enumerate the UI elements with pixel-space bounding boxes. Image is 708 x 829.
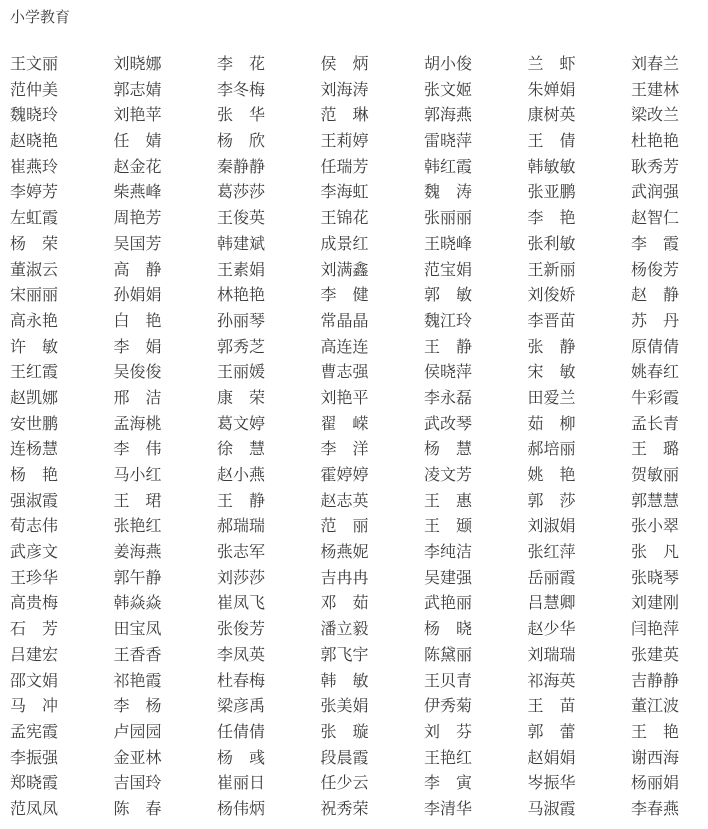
- name-cell: 王珍华: [10, 567, 58, 587]
- name-cell: 韩建斌: [217, 233, 265, 253]
- name-cell: 兰虾: [527, 54, 576, 73]
- name-cell: 段晨霞: [320, 747, 369, 767]
- name-cell: 范凤凤: [10, 798, 58, 818]
- name-cell: 李永磊: [424, 387, 472, 407]
- name-cell: 武艳丽: [424, 593, 472, 613]
- name-cell: 杜春梅: [217, 670, 265, 690]
- name-cell: 刘莎莎: [217, 567, 265, 587]
- name-cell: 岳丽霞: [527, 567, 576, 587]
- name-cell: 陈黛丽: [424, 644, 472, 664]
- name-cell: 郝培丽: [527, 439, 576, 459]
- name-cell: 曹志强: [320, 362, 369, 382]
- name-cell: 荀志伟: [10, 516, 58, 536]
- name-cell: 祁艳霞: [113, 670, 162, 690]
- name-cell: 原倩倩: [631, 336, 679, 356]
- name-cell: 王艳红: [424, 747, 472, 767]
- name-cell: 王贝青: [424, 670, 472, 690]
- name-cell: 杨荣: [10, 233, 58, 253]
- name-cell: 葛莎莎: [217, 182, 265, 202]
- name-cell: 杨慧: [424, 439, 472, 459]
- name-cell: 高永艳: [10, 310, 58, 330]
- name-cell: 杨欣: [217, 131, 265, 151]
- name-cell: 杨伟炳: [217, 798, 265, 818]
- name-cell: 刘艳平: [320, 387, 369, 407]
- name-cell: 郭秀芝: [217, 336, 265, 356]
- name-grid: [10, 51, 708, 822]
- name-cell: 范琳: [320, 105, 369, 125]
- name-cell: 吉冉冉: [320, 567, 369, 587]
- name-cell: 任倩倩: [217, 721, 265, 741]
- name-cell: 李清华: [424, 798, 472, 818]
- name-cell: 赵小燕: [217, 465, 265, 484]
- name-cell: 郝瑞瑞: [217, 516, 265, 536]
- name-cell: 李健: [320, 285, 369, 305]
- name-cell: 杨燕妮: [320, 542, 369, 562]
- name-cell: 韩敏: [320, 670, 369, 690]
- name-cell: 郭莎: [527, 490, 576, 510]
- name-cell: 王文丽: [10, 54, 58, 73]
- name-cell: 张利敏: [527, 233, 576, 253]
- name-cell: 张静: [527, 336, 576, 356]
- name-cell: 茹柳: [527, 413, 576, 433]
- name-cell: 梁彦禹: [217, 696, 265, 716]
- name-cell: 李婷芳: [10, 182, 58, 202]
- name-cell: 赵晓艳: [10, 131, 58, 151]
- name-cell: 安世鹏: [10, 413, 58, 433]
- name-cell: 刘晓娜: [113, 54, 162, 73]
- name-cell: 杨俊芳: [631, 259, 679, 279]
- name-cell: 李娟: [113, 336, 162, 356]
- name-cell: 邵文娟: [10, 670, 58, 690]
- name-cell: 吴俊俊: [113, 362, 162, 382]
- name-cell: 王素娟: [217, 259, 265, 279]
- name-cell: 李冬梅: [217, 79, 265, 99]
- name-cell: 孙丽琴: [217, 310, 265, 330]
- name-cell: 孙娟娟: [113, 285, 162, 305]
- name-cell: 韩敏敏: [527, 156, 576, 176]
- name-cell: 张丽丽: [424, 208, 472, 228]
- name-cell: 魏涛: [424, 182, 472, 202]
- name-cell: 凌文芳: [424, 465, 472, 484]
- name-cell: 韩红霞: [424, 156, 472, 176]
- name-cell: 邓茹: [320, 593, 369, 613]
- name-cell: 谢西海: [631, 747, 679, 767]
- name-cell: 刘春兰: [631, 54, 679, 73]
- name-cell: 成景红: [320, 233, 369, 253]
- name-cell: 贺敏丽: [631, 465, 679, 484]
- name-cell: 李霞: [631, 233, 679, 253]
- name-cell: 王晓峰: [424, 233, 472, 253]
- name-cell: 李晋苗: [527, 310, 576, 330]
- name-cell: 王珺: [113, 490, 162, 510]
- name-cell: 张俊芳: [217, 619, 265, 639]
- name-cell: 金亚林: [113, 747, 162, 767]
- name-cell: 王惠: [424, 490, 472, 510]
- name-cell: 宋敏: [527, 362, 576, 382]
- name-cell: 张建英: [631, 644, 679, 664]
- name-cell: 董江波: [631, 696, 679, 716]
- name-cell: 任瑞芳: [320, 156, 369, 176]
- name-cell: 潘立毅: [320, 619, 369, 639]
- name-cell: 康荣: [217, 387, 265, 407]
- name-cell: 耿秀芳: [631, 156, 679, 176]
- name-cell: 王艳: [631, 721, 679, 741]
- name-cell: 高连连: [320, 336, 369, 356]
- name-cell: 康树英: [527, 105, 576, 125]
- name-cell: 吴建强: [424, 567, 472, 587]
- name-cell: 郭蕾: [527, 721, 576, 741]
- name-cell: 林艳艳: [217, 285, 265, 305]
- name-cell: 吉国玲: [113, 773, 162, 793]
- name-cell: 王颋: [424, 516, 472, 536]
- name-cell: 张凡: [631, 542, 679, 562]
- name-cell: 葛文婷: [217, 413, 265, 433]
- name-cell: 强淑霞: [10, 490, 58, 510]
- name-cell: 刘淑娟: [527, 516, 576, 536]
- name-cell: 伊秀菊: [424, 696, 472, 716]
- name-cell: 陈春: [113, 798, 162, 818]
- name-cell: 杨彧: [217, 747, 265, 767]
- name-cell: 王俊英: [217, 208, 265, 228]
- name-cell: 柴燕峰: [113, 182, 162, 202]
- name-cell: 闫艳萍: [631, 619, 679, 639]
- name-cell: 吕慧卿: [527, 593, 576, 613]
- name-cell: 吴国芳: [113, 233, 162, 253]
- name-cell: 郭飞宇: [320, 644, 369, 664]
- name-cell: 朱婵娟: [527, 79, 576, 99]
- name-cell: 郭敏: [424, 285, 472, 305]
- name-cell: 张亚鹏: [527, 182, 576, 202]
- name-cell: 霍婷婷: [320, 465, 369, 484]
- name-cell: 赵智仁: [631, 208, 679, 228]
- name-cell: 赵少华: [527, 619, 576, 639]
- name-cell: 范仲美: [10, 79, 58, 99]
- name-cell: 张文姬: [424, 79, 472, 99]
- name-cell: 任婧: [113, 131, 162, 151]
- name-cell: 李伟: [113, 439, 162, 459]
- name-cell: 侯炳: [320, 54, 369, 73]
- name-cell: 祝秀荣: [320, 798, 369, 818]
- name-cell: 郭午静: [113, 567, 162, 587]
- name-cell: 赵娟娟: [527, 747, 576, 767]
- name-cell: 李纯洁: [424, 542, 472, 562]
- name-cell: 石芳: [10, 619, 58, 639]
- name-cell: 秦静静: [217, 156, 265, 176]
- name-cell: 李杨: [113, 696, 162, 716]
- name-cell: 梁改兰: [631, 105, 679, 125]
- name-cell: 赵志英: [320, 490, 369, 510]
- name-cell: 武彦文: [10, 542, 58, 562]
- name-cell: 刘俊娇: [527, 285, 576, 305]
- name-cell: 魏江玲: [424, 310, 472, 330]
- name-cell: 崔凤飞: [217, 593, 265, 613]
- name-cell: 吉静静: [631, 670, 679, 690]
- name-cell: 魏晓玲: [10, 105, 58, 125]
- name-cell: 刘瑞瑞: [527, 644, 576, 664]
- name-cell: 马冲: [10, 696, 58, 716]
- name-cell: 周艳芳: [113, 208, 162, 228]
- name-cell: 任少云: [320, 773, 369, 793]
- name-cell: 苏丹: [631, 310, 679, 330]
- name-cell: 姚春红: [631, 362, 679, 382]
- name-cell: 赵凯娜: [10, 387, 58, 407]
- name-cell: 范宝娟: [424, 259, 472, 279]
- name-cell: 连杨慧: [10, 439, 58, 459]
- name-cell: 田宝凤: [113, 619, 162, 639]
- name-cell: 岑振华: [527, 773, 576, 793]
- page-title: 小学教育: [10, 8, 71, 26]
- name-cell: 祁海英: [527, 670, 576, 690]
- name-cell: 刘建刚: [631, 593, 679, 613]
- name-cell: 张晓琴: [631, 567, 679, 587]
- name-cell: 李春燕: [631, 798, 679, 818]
- name-cell: 邢洁: [113, 387, 162, 407]
- name-cell: 卢园园: [113, 721, 162, 741]
- name-cell: 李凤英: [217, 644, 265, 664]
- name-cell: 刘艳苹: [113, 105, 162, 125]
- name-cell: 崔丽日: [217, 773, 265, 793]
- name-cell: 姜海燕: [113, 542, 162, 562]
- name-cell: 左虹霞: [10, 208, 58, 228]
- name-cell: 郭慧慧: [631, 490, 679, 510]
- name-cell: 刘海涛: [320, 79, 369, 99]
- name-cell: 郭志婧: [113, 79, 162, 99]
- name-cell: 李洋: [320, 439, 369, 459]
- name-cell: 张艳红: [113, 516, 162, 536]
- name-cell: 刘满鑫: [320, 259, 369, 279]
- name-cell: 董淑云: [10, 259, 58, 279]
- name-cell: 翟嵘: [320, 413, 369, 433]
- name-cell: 李花: [217, 54, 265, 73]
- name-cell: 高静: [113, 259, 162, 279]
- name-cell: 赵金花: [113, 156, 162, 176]
- name-cell: 杨丽娟: [631, 773, 679, 793]
- name-cell: 张红萍: [527, 542, 576, 562]
- name-cell: 高贵梅: [10, 593, 58, 613]
- name-cell: 张小翠: [631, 516, 679, 536]
- name-cell: 张华: [217, 105, 265, 125]
- name-cell: 王璐: [631, 439, 679, 459]
- name-cell: 崔燕玲: [10, 156, 58, 176]
- name-cell: 马淑霞: [527, 798, 576, 818]
- name-cell: 胡小俊: [424, 54, 472, 73]
- name-cell: 武润强: [631, 182, 679, 202]
- name-cell: 李寅: [424, 773, 472, 793]
- name-cell: 常晶晶: [320, 310, 369, 330]
- name-cell: 王建林: [631, 79, 679, 99]
- name-cell: 杨艳: [10, 465, 58, 484]
- name-cell: 王苗: [527, 696, 576, 716]
- name-cell: 孟宪霞: [10, 721, 58, 741]
- name-cell: 马小红: [113, 465, 162, 484]
- name-cell: 王红霞: [10, 362, 58, 382]
- name-cell: 许敏: [10, 336, 58, 356]
- name-cell: 郑晓霞: [10, 773, 58, 793]
- name-cell: 李海虹: [320, 182, 369, 202]
- name-cell: 宋丽丽: [10, 285, 58, 305]
- name-cell: 郭海燕: [424, 105, 472, 125]
- name-cell: 李振强: [10, 747, 58, 767]
- name-cell: 王莉婷: [320, 131, 369, 151]
- name-cell: 王丽媛: [217, 362, 265, 382]
- name-cell: 张璇: [320, 721, 369, 741]
- name-cell: 王香香: [113, 644, 162, 664]
- name-cell: 孟长青: [631, 413, 679, 433]
- name-cell: 李艳: [527, 208, 576, 228]
- name-cell: 王静: [424, 336, 472, 356]
- name-cell: 徐慧: [217, 439, 265, 459]
- name-cell: 范丽: [320, 516, 369, 536]
- name-cell: 田爱兰: [527, 387, 576, 407]
- name-cell: 王静: [217, 490, 265, 510]
- name-cell: 吕建宏: [10, 644, 58, 664]
- name-cell: 张美娟: [320, 696, 369, 716]
- name-cell: 刘芬: [424, 721, 472, 741]
- name-cell: 韩焱焱: [113, 593, 162, 613]
- name-cell: 王锦花: [320, 208, 369, 228]
- name-cell: 王新丽: [527, 259, 576, 279]
- name-cell: 孟海桃: [113, 413, 162, 433]
- name-cell: 王倩: [527, 131, 576, 151]
- name-cell: 武改琴: [424, 413, 472, 433]
- name-cell: 白艳: [113, 310, 162, 330]
- name-cell: 杜艳艳: [631, 131, 679, 151]
- name-cell: 侯晓萍: [424, 362, 472, 382]
- name-cell: 姚艳: [527, 465, 576, 484]
- name-cell: 杨晓: [424, 619, 472, 639]
- name-cell: 张志军: [217, 542, 265, 562]
- name-cell: 牛彩霞: [631, 387, 679, 407]
- name-cell: 赵静: [631, 285, 679, 305]
- name-cell: 雷晓萍: [424, 131, 472, 151]
